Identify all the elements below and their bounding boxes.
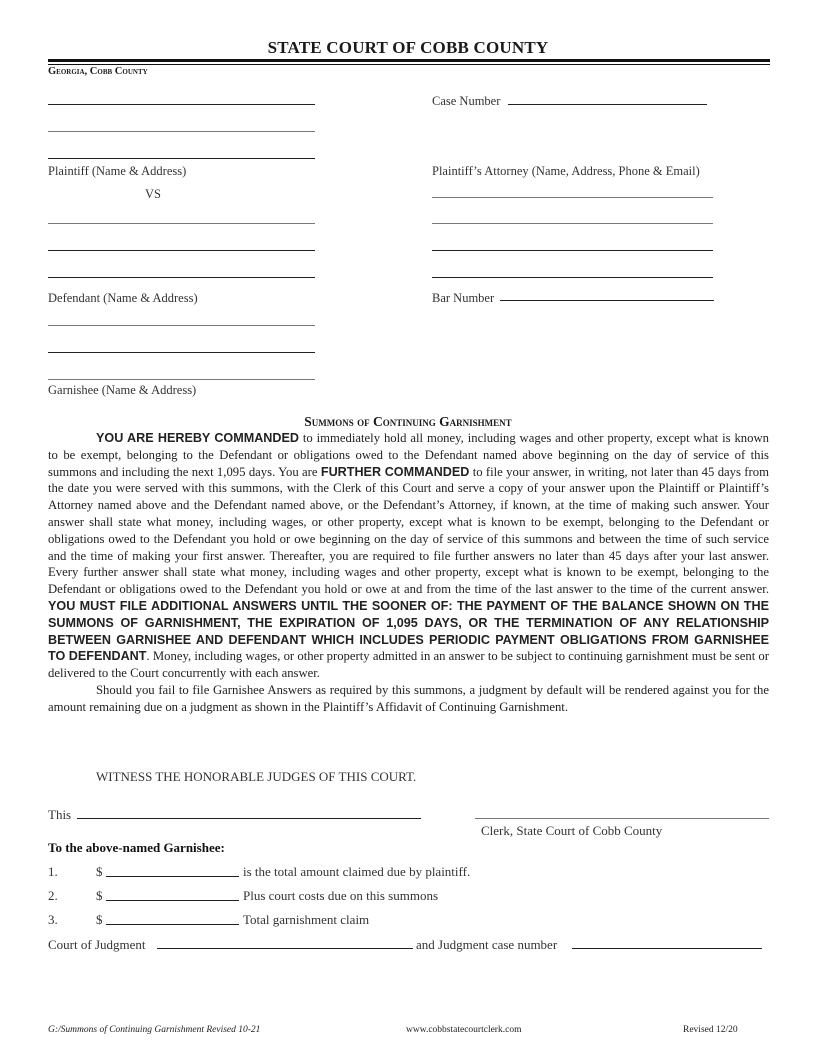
claim-currency-3: $ <box>96 912 103 927</box>
clerk-signature-line[interactable] <box>475 818 769 819</box>
claim-amount-field-3[interactable] <box>106 924 239 925</box>
court-of-judgment-field[interactable] <box>157 948 413 949</box>
claim-number-2: 2. <box>48 888 58 903</box>
judgment-case-number-label: and Judgment case number <box>416 937 558 952</box>
claim-text-2: Plus court costs due on this summons <box>243 888 439 903</box>
must-file-bold: YOU MUST FILE ADDITIONAL ANSWERS UNTIL THE SOONER OF: THE PAYMENT OF THE BALANCE SHOWN ON THE SUMMONS OF GARNISHMENT, THE EXPIRATION OF 1,095 DAYS, OR THE TERMINATION OF ANY RELATIONSHIP BETWEEN GARNISHEE AND DEFENDANT WHICH INCLUDES PERIODIC PAYMENT OBLIGATIONS FROM GARNISHEE TO DEFENDANT <box>48 598 769 664</box>
claim-text-1: is the total amount claimed due by plaintiff. <box>243 864 471 879</box>
header-rule-thick <box>48 59 770 62</box>
clerk-label: Clerk, State Court of Cobb County <box>481 823 663 838</box>
state-county-label: Georgia, Cobb County <box>48 66 148 77</box>
garnishee-line-3[interactable] <box>48 379 315 380</box>
defendant-line-2[interactable] <box>48 250 315 251</box>
further-commanded-bold: FURTHER COMMANDED <box>320 464 470 479</box>
case-number-field[interactable] <box>508 104 707 105</box>
plaintiff-line-3[interactable] <box>48 158 315 159</box>
bar-number-label: Bar Number <box>432 291 495 305</box>
attorney-line-1[interactable] <box>432 197 713 198</box>
garnishee-line-1[interactable] <box>48 325 315 326</box>
summons-text-3: . Money, including wages, or other property admitted in an answer to be subject to continuing garnishment must be sent or delivered to the Court concurrently with each answer. <box>48 649 769 681</box>
claim-currency-2: $ <box>96 888 103 903</box>
garnishee-heading: To the above-named Garnishee: <box>48 840 225 855</box>
header-rule-thin <box>48 64 770 65</box>
attorney-line-2[interactable] <box>432 223 713 224</box>
garnishee-label: Garnishee (Name & Address) <box>48 383 197 397</box>
summons-text-2: to file your answer, in writing, not later than 45 days from the date you were served with this summons, with the Clerk of this Court and serve a copy of your answer upon the Plaintiff or Plaintiff’s Attorney named above and the Defendant named above, or the Defendant’s Attorney, if known, at the time of making such answer. Your answer shall state what money, including wages, or other property, except what is known to be exempt, belonging to the Defendant or obligations owed to the Defendant you hold or owe beginning on the day of service of this summons and between the time of such service and the time of making your first answer. Thereafter, you are required to file further answers no later than 45 days after your last answer. Every further answer shall state what money, including wages and other property, except what is known to be exempt, belonging to the Defendant or obligations owed to the Defendant you hold or owe at and from the time of the last answer to the time of the current answer. <box>48 464 769 597</box>
page-title: STATE COURT OF COBB COUNTY <box>267 38 549 57</box>
claim-amount-field-1[interactable] <box>106 876 239 877</box>
summons-paragraph-1 <box>48 430 769 682</box>
plaintiff-line-1[interactable] <box>48 104 315 105</box>
footer-website: www.cobbstatecourtclerk.com <box>406 1025 522 1035</box>
garnishee-line-2[interactable] <box>48 352 315 353</box>
attorney-line-4[interactable] <box>432 277 713 278</box>
court-of-judgment-label: Court of Judgment <box>48 937 146 952</box>
summons-paragraph-2: Should you fail to file Garnishee Answers as required by this summons, a judgment by default will be rendered against you for the amount remaining due on a judgment as shown in the Plaintiff’s Affidavit of Continuing Garnishment. <box>48 682 769 714</box>
footer-file-path: G:/Summons of Continuing Garnishment Revised 10-21 <box>48 1025 261 1035</box>
summons-text-1: to immediately hold all money, including wages and other property, except what is known to be exempt, belonging to the Defendant or obligations owed to the Defendant named above beginning on the day of service of this summons and including the next 1,095 days. You are <box>48 431 769 479</box>
plaintiff-line-2[interactable] <box>48 131 315 132</box>
commanded-bold: YOU ARE HEREBY COMMANDED <box>96 431 299 445</box>
versus-label: VS <box>145 187 161 201</box>
claim-amount-field-2[interactable] <box>106 900 239 901</box>
claim-text-3: Total garnishment claim <box>243 912 370 927</box>
date-field[interactable] <box>77 818 421 819</box>
claim-currency-1: $ <box>96 864 103 879</box>
judgment-case-number-field[interactable] <box>572 948 762 949</box>
attorney-line-3[interactable] <box>432 250 713 251</box>
this-label: This <box>48 807 72 822</box>
claim-number-3: 3. <box>48 912 58 927</box>
defendant-line-3[interactable] <box>48 277 315 278</box>
summons-title: Summons of Continuing Garnishment <box>304 414 512 429</box>
defendant-line-1[interactable] <box>48 223 315 224</box>
bar-number-field[interactable] <box>500 300 714 301</box>
plaintiff-attorney-label: Plaintiff’s Attorney (Name, Address, Phone & Email) <box>432 164 700 178</box>
footer-revision: Revised 12/20 <box>683 1025 738 1035</box>
case-number-label: Case Number <box>432 94 501 108</box>
defendant-label: Defendant (Name & Address) <box>48 291 198 305</box>
claim-number-1: 1. <box>48 864 58 879</box>
summons-body <box>48 430 769 716</box>
witness-statement: WITNESS THE HONORABLE JUDGES OF THIS COURT. <box>96 769 417 784</box>
plaintiff-label: Plaintiff (Name & Address) <box>48 164 187 178</box>
